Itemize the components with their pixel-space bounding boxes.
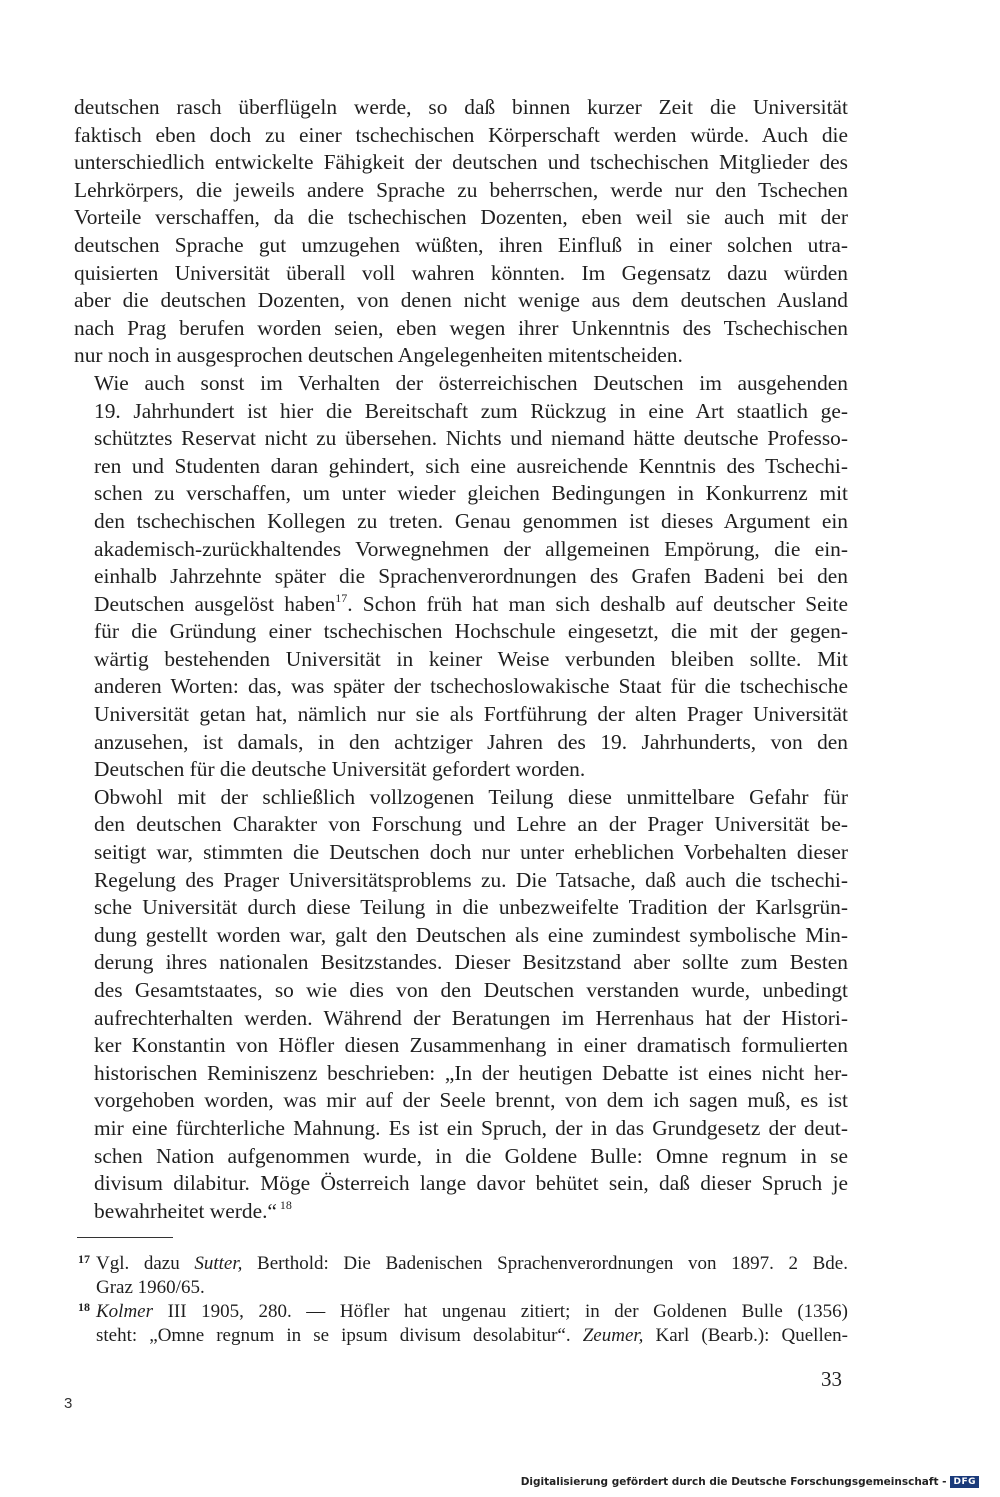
text-line: für die Gründung einer tschechischen Hochschule eingesetzt, die mit der gegen-: [94, 619, 848, 644]
text-line: Regelung des Prager Universitätsproblems zu. Die Tatsache, daß auch die tschechi-: [94, 867, 848, 892]
text-line: wärtig bestehenden Universität in keiner Weise verbunden bleiben sollte. Mit: [94, 646, 848, 671]
line-text: . Schon früh hat man sich deshalb auf deutscher Seite: [347, 591, 848, 616]
footnote-text: steht: „Omne regnum in se ipsum divisum desolabitur“.: [96, 1325, 583, 1346]
text-line: Deutschen für die deutsche Universität gefordert worden.: [94, 757, 586, 782]
footnote-author: Sutter,: [194, 1253, 243, 1274]
text-line: divisum dilabitur. Möge Österreich lange davor behütet sein, daß dieser Spruch je: [94, 1171, 848, 1196]
text-line: den deutschen Charakter von Forschung und Lehre an der Prager Universität be-: [94, 812, 848, 837]
text-line: unterschiedlich entwickelte Fähigkeit der deutschen und tschechischen Mitglieder des: [74, 150, 848, 175]
paragraph-3: [74, 784, 848, 1226]
text-line: aber die deutschen Dozenten, von denen nicht wenige aus dem deutschen Ausland: [74, 288, 848, 313]
footnote-reference: 17: [335, 590, 348, 605]
text-line: seitigt war, stimmten die Deutschen doch nur unter erheblichen Vorbehalten dieser: [94, 840, 848, 865]
text-line: dung gestellt worden war, galt den Deutschen als eine zumindest symbolische Min-: [94, 922, 848, 947]
text-line: faktisch eben doch zu einer tschechischen Körperschaft werden würde. Auch die: [74, 122, 848, 147]
footnote-text: Karl (Bearb.): Quellen-: [643, 1325, 848, 1346]
text-line: sche Universität durch diese Teilung in die unbezweifelte Tradition der Karlsgrün-: [94, 895, 848, 920]
text-line: vorgehoben worden, was mir auf der Seele brennt, von dem ich sagen muß, es ist: [94, 1088, 848, 1113]
text-line: derung ihres nationalen Besitzstandes. Dieser Besitzstand aber sollte zum Besten: [94, 950, 848, 975]
text-line: nach Prag berufen worden seien, eben wegen ihrer Unkenntnis des Tschechischen: [74, 315, 848, 340]
text-line: [74, 1198, 848, 1226]
text-line: ren und Studenten daran gehindert, sich eine ausreichende Kenntnis des Tschechi-: [94, 453, 848, 478]
text-line: akademisch-zurückhaltendes Vorwegnehmen der allgemeinen Empörung, die ein-: [94, 536, 848, 561]
paragraph-2: [74, 370, 848, 784]
text-line: mir eine fürchterliche Mahnung. Es ist ein Spruch, der in das Grundgesetz der deut-: [94, 1115, 848, 1140]
dfg-logo-icon: DFG: [950, 1476, 979, 1488]
footnote-line: [96, 1300, 848, 1324]
footnote-line: [96, 1252, 848, 1276]
text-line: schen Nation aufgenommen wurde, in die Goldene Bulle: Omne regnum in se: [94, 1143, 848, 1168]
text-line: historischen Reminiszenz beschrieben: „In der heutigen Debatte ist eines nicht her-: [94, 1060, 848, 1085]
footnote-author: Zeumer,: [582, 1325, 644, 1346]
text-line: anzusehen, ist damals, in den achtziger Jahren des 19. Jahrhunderts, von den: [94, 729, 848, 754]
text-line: den tschechischen Kollegen zu treten. Genau genommen ist dieses Argument ein: [94, 508, 848, 533]
digitization-credit: [521, 1476, 979, 1488]
footnote-text: Vgl. dazu: [96, 1253, 195, 1274]
credit-text: Digitalisierung gefördert durch die Deutsche Forschungsgemeinschaft -: [520, 1476, 947, 1488]
text-line: deutschen Sprache gut umzugehen wüßten, ihren Einfluß in einer solchen utra-: [74, 232, 848, 257]
text-line: Wie auch sonst im Verhalten der österreichischen Deutschen im ausgehenden: [94, 370, 848, 395]
text-line: anderen Worten: das, was später der tschechoslowakische Staat für die tschechische: [94, 674, 848, 699]
text-line: schen zu verschaffen, um unter wieder gleichen Bedingungen in Konkurrenz mit: [94, 481, 848, 506]
scan-marker: 3: [64, 1395, 73, 1412]
footnote-number: 17: [78, 1252, 90, 1266]
text-line: Obwohl mit der schließlich vollzogenen Teilung diese unmittelbare Gefahr für: [94, 784, 848, 809]
footnote-line: Graz 1960/65.: [96, 1277, 205, 1298]
footnotes: [74, 1252, 848, 1348]
text-line: einhalb Jahrzehnte später die Sprachenverordnungen des Grafen Badeni bei den: [94, 564, 848, 589]
text-line: [74, 591, 848, 619]
text-line: deutschen rasch überflügeln werde, so daß binnen kurzer Zeit die Universität: [74, 95, 848, 119]
paragraph-1: [74, 94, 848, 370]
text-line: schütztes Reservat nicht zu übersehen. Nichts und niemand hätte deutsche Professo-: [94, 426, 848, 451]
footnote-18: [74, 1300, 848, 1348]
text-line: Universität getan hat, nämlich nur sie als Fortführung der alten Prager Universität: [94, 702, 848, 727]
page-number: 33: [821, 1367, 842, 1391]
text-line: Lehrkörpers, die jeweils andere Sprache zu beherrschen, werde nur den Tschechen: [74, 177, 848, 202]
text-line: 19. Jahrhundert ist hier die Bereitschaft zum Rückzug in eine Art staatlich ge-: [94, 398, 848, 423]
text-line: Vorteile verschaffen, da die tschechischen Dozenten, eben weil sie auch mit der: [74, 205, 848, 230]
line-text: bewahrheitet werde.“: [94, 1198, 277, 1223]
footnote-author: Kolmer: [96, 1301, 153, 1322]
footnote-reference: 18: [276, 1197, 292, 1212]
text-line: nur noch in ausgesprochen deutschen Angelegenheiten mitentscheiden.: [74, 343, 683, 368]
text-line: quisierten Universität überall voll wahren könnten. Im Gegensatz dazu würden: [74, 260, 848, 285]
text-line: ker Konstantin von Höfler diesen Zusammenhang in einer dramatisch formulierten: [94, 1033, 848, 1058]
text-line: des Gesamtstaates, so wie dies von den Deutschen verstanden wurde, unbedingt: [94, 978, 848, 1002]
footnote-divider: [77, 1237, 173, 1238]
body-text: [74, 94, 848, 1225]
footnote-number: 18: [78, 1300, 90, 1314]
text-line: aufrechterhalten werden. Während der Beratungen im Herrenhaus hat der Histori-: [94, 1005, 848, 1030]
footnote-text: Berthold: Die Badenischen Sprachenverordnungen von 1897. 2 Bde.: [242, 1253, 848, 1274]
footnote-17: [74, 1252, 848, 1300]
footnote-text: III 1905, 280. — Höfler hat ungenau zitiert; in der Goldenen Bulle (1356): [153, 1301, 848, 1322]
line-text: Deutschen ausgelöst haben: [94, 591, 336, 616]
footnote-line: [96, 1324, 848, 1348]
